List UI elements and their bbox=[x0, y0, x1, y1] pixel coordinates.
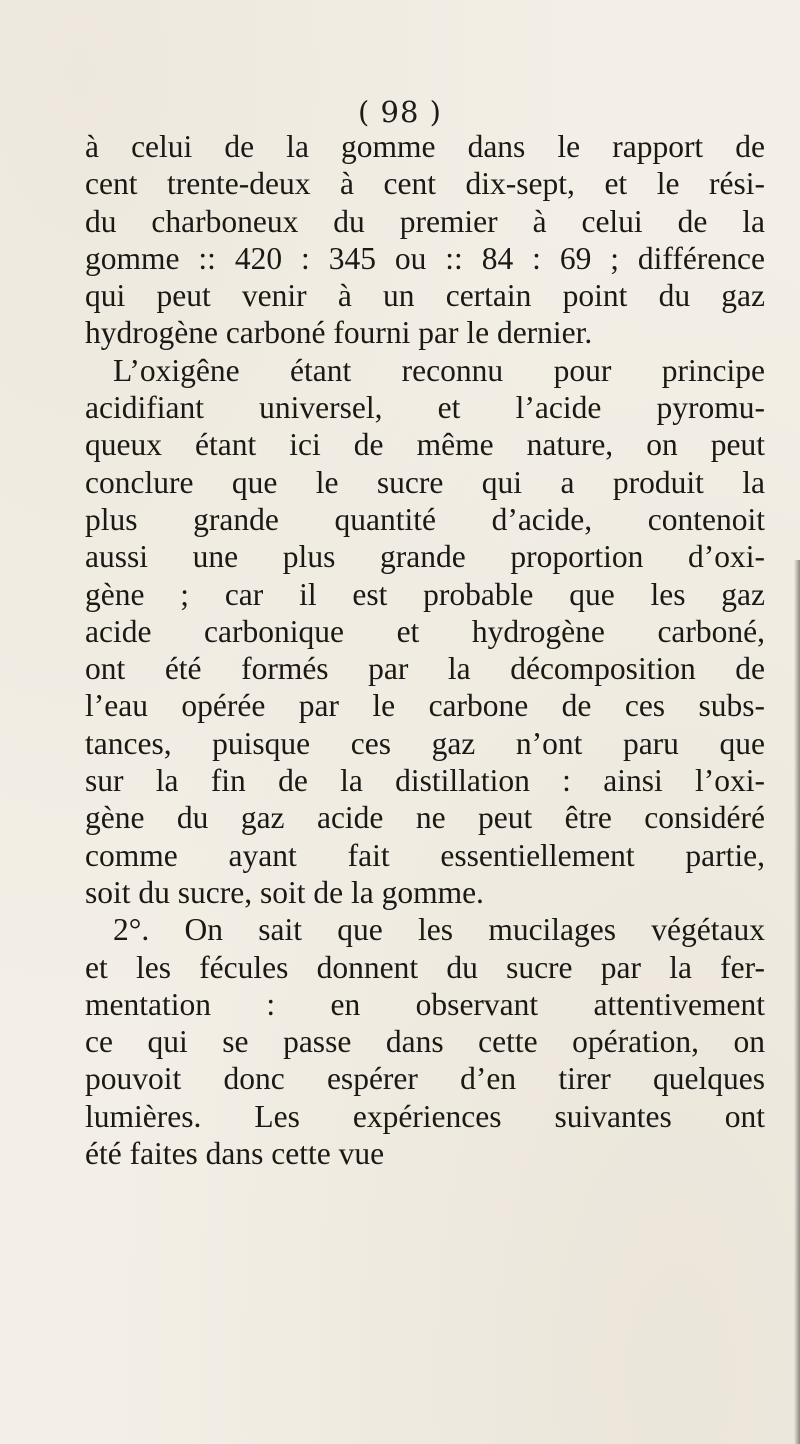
text-line: du charboneux du premier à celui de la bbox=[85, 203, 765, 239]
text-line: et les fécules donnent du sucre par la fer- bbox=[85, 949, 765, 985]
text-line: tances, puisque ces gaz n’ont paru que bbox=[85, 725, 765, 761]
text-line: à celui de la gomme dans le rapport de bbox=[85, 129, 765, 164]
text-line: aussi une plus grande proportion d’oxi- bbox=[85, 539, 765, 575]
text-line: ce qui se passe dans cette opération, on bbox=[85, 1024, 765, 1060]
text-line: acide carbonique et hydrogène carboné, bbox=[85, 613, 765, 649]
text-line: lumières. Les expériences suivantes ont bbox=[85, 1098, 765, 1134]
text-line: comme ayant fait essentiellement partie, bbox=[85, 837, 765, 873]
text-line: soit du sucre, soit de la gomme. bbox=[85, 874, 484, 910]
text-line: l’eau opérée par le carbone de ces subs- bbox=[85, 688, 765, 724]
text-line: acidifiant universel, et l’acide pyromu- bbox=[85, 390, 765, 426]
page-number: ( 98 ) bbox=[358, 95, 442, 129]
page-edge-shadow bbox=[794, 560, 800, 1444]
text-line: gène du gaz acide ne peut être considéré bbox=[85, 800, 765, 836]
text-line: gène ; car il est probable que les gaz bbox=[85, 576, 765, 612]
text-line: qui peut venir à un certain point du gaz bbox=[85, 278, 765, 314]
text-line: L’oxigêne étant reconnu pour principe bbox=[113, 352, 765, 388]
text-line: cent trente-deux à cent dix-sept, et le rési- bbox=[85, 166, 765, 202]
text-line: mentation : en observant attentivement bbox=[85, 986, 765, 1022]
text-line: gomme :: 420 : 345 ou :: 84 : 69 ; différence bbox=[85, 240, 765, 276]
text-line: queux étant ici de même nature, on peut bbox=[85, 427, 765, 463]
text-line: été faites dans cette vue bbox=[85, 1136, 385, 1172]
text-line: hydrogène carboné fourni par le dernier. bbox=[85, 315, 593, 351]
text-line: 2°. On sait que les mucilages végétaux bbox=[113, 912, 765, 948]
text-line: sur la fin de la distillation : ainsi l’oxi- bbox=[85, 763, 765, 799]
text-line: pouvoit donc espérer d’en tirer quelques bbox=[85, 1061, 765, 1097]
text-line: conclure que le sucre qui a produit la bbox=[85, 464, 765, 500]
text-line: plus grande quantité d’acide, contenoit bbox=[85, 501, 765, 537]
body-text bbox=[85, 128, 765, 1172]
text-line: ont été formés par la décomposition de bbox=[85, 651, 765, 687]
